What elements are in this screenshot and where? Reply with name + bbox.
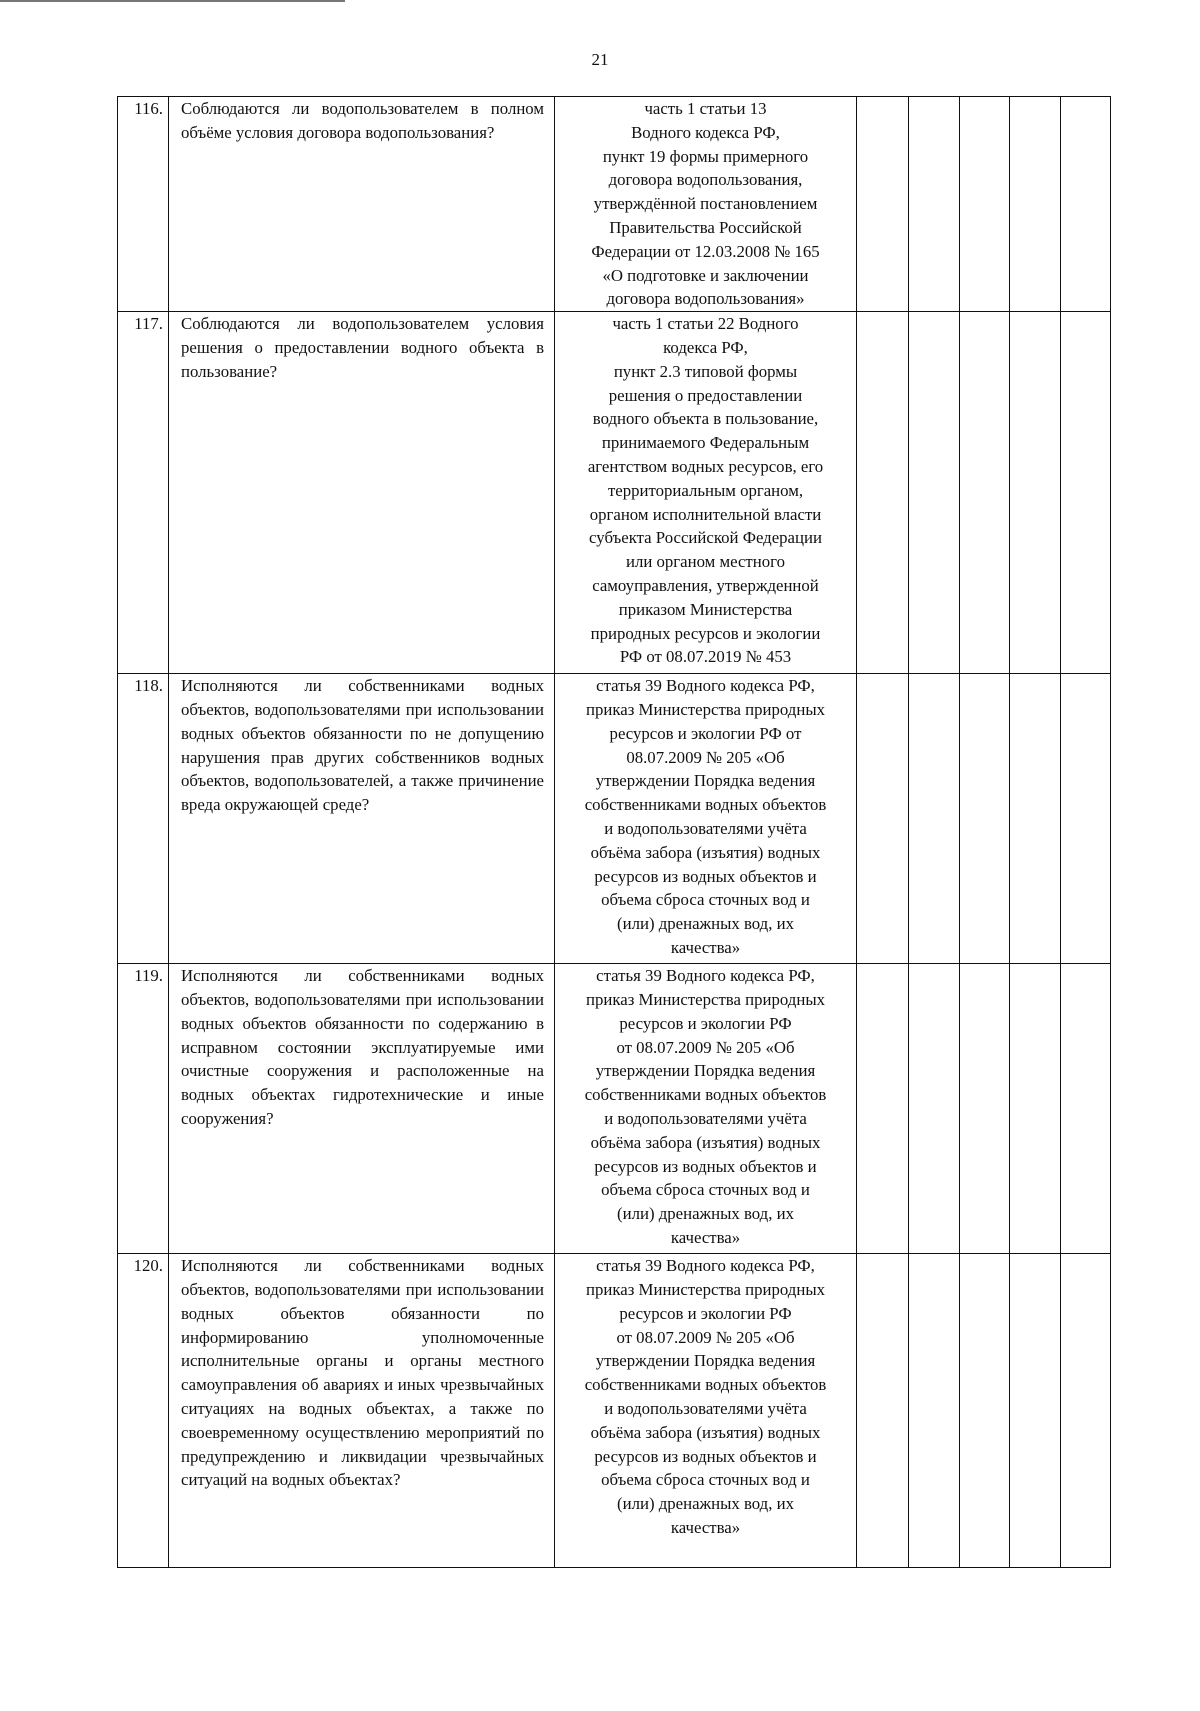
answer-cell-no[interactable] — [909, 964, 960, 1254]
reference-line: объема сброса сточных вод и — [601, 890, 810, 910]
requirement-question: Исполняются ли собственниками водных объектов, водопользователями при использовании водных объектов обязанности по содержанию в исправном состоянии эксплуатируемые ими очистные сооружения и расположенные на водных объектах гидротехнические и иные сооружения? — [169, 964, 555, 1254]
legal-reference — [555, 312, 857, 674]
answer-cell-extra[interactable] — [1010, 312, 1061, 674]
reference-line: собственниками водных объектов — [584, 795, 827, 815]
reference-line: от 08.07.2009 № 205 «Об — [616, 1037, 795, 1057]
reference-line: качества» — [670, 1517, 741, 1537]
table-row — [118, 1254, 1111, 1568]
requirement-question: Соблюдаются ли водопользователем условия решения о предоставлении водного объекта в пользование? — [169, 312, 555, 674]
reference-line: объёма забора (изъятия) водных — [590, 842, 821, 862]
reference-line: ресурсов из водных объектов и — [594, 1446, 817, 1466]
page-number: 21 — [591, 50, 609, 69]
reference-line: собственниками водных объектов — [584, 1375, 827, 1395]
reference-line: объема сброса сточных вод и — [601, 1180, 810, 1200]
answer-cell-not-applicable[interactable] — [960, 674, 1010, 964]
reference-line: водного объекта в пользование, — [592, 409, 819, 429]
table-row — [118, 674, 1111, 964]
answer-cell-not-applicable[interactable] — [960, 312, 1010, 674]
checklist-table — [117, 96, 1111, 1568]
table-row — [118, 97, 1111, 312]
answer-cell-no[interactable] — [909, 97, 960, 312]
answer-cell-extra[interactable] — [1010, 1254, 1061, 1568]
reference-line: качества» — [670, 1227, 741, 1247]
reference-line: ресурсов и экологии РФ от — [609, 723, 802, 743]
reference-line: 08.07.2009 № 205 «Об — [626, 747, 785, 767]
legal-reference — [555, 1254, 857, 1568]
answer-cell-no[interactable] — [909, 312, 960, 674]
reference-line: ресурсов из водных объектов и — [594, 866, 817, 886]
requirement-question: Исполняются ли собственниками водных объектов, водопользователями при использовании водных объектов обязанности по информированию уполномоченные исполнительные органы и органы местного самоуправления об авариях и иных чрезвычайных ситуациях на водных объектах, а также по своевременному осуществлению мероприятий по предупреждению и ликвидации чрезвычайных ситуаций на водных объектах? — [169, 1254, 555, 1568]
reference-line: самоуправления, утвержденной — [592, 575, 819, 595]
answer-cell-yes[interactable] — [857, 674, 909, 964]
reference-line: договора водопользования, — [608, 170, 803, 190]
reference-line: агентством водных ресурсов, его — [587, 456, 824, 476]
reference-line: территориальным органом, — [607, 480, 804, 500]
scan-edge-line — [0, 0, 345, 2]
reference-line: Федерации от 12.03.2008 № 165 — [591, 241, 820, 261]
answer-cell-note[interactable] — [1061, 312, 1111, 674]
answer-cell-yes[interactable] — [857, 1254, 909, 1568]
reference-line: статья 39 Водного кодекса РФ, — [596, 676, 815, 696]
reference-line: и водопользователями учёта — [604, 1108, 807, 1128]
reference-line: (или) дренажных вод, их — [617, 1204, 794, 1224]
reference-line: утверждении Порядка ведения — [595, 1351, 816, 1371]
reference-line: статья 39 Водного кодекса РФ, — [596, 966, 815, 986]
reference-line: качества» — [670, 937, 741, 957]
reference-line: ресурсов и экологии РФ — [619, 1013, 792, 1033]
reference-line: и водопользователями учёта — [604, 818, 807, 838]
reference-line: и водопользователями учёта — [604, 1398, 807, 1418]
reference-line: часть 1 статьи 13 — [644, 99, 767, 118]
reference-line: «О подготовке и заключении — [602, 265, 809, 285]
answer-cell-not-applicable[interactable] — [960, 1254, 1010, 1568]
reference-line: Водного кодекса РФ, — [631, 122, 780, 142]
reference-line: субъекта Российской Федерации — [589, 528, 822, 548]
requirement-question: Соблюдаются ли водопользователем в полном объёме условия договора водопользования? — [169, 97, 555, 312]
reference-line: пункт 19 формы примерного — [602, 146, 809, 166]
reference-line: собственниками водных объектов — [584, 1085, 827, 1105]
reference-line: пункт 2.3 типовой формы — [613, 361, 798, 381]
answer-cell-note[interactable] — [1061, 97, 1111, 312]
table-row — [118, 312, 1111, 674]
reference-line: кодекса РФ, — [663, 337, 748, 357]
requirement-question: Исполняются ли собственниками водных объектов, водопользователями при использовании водных объектов обязанности по не допущению нарушения прав других собственников водных объектов, водопользователей, а также причинение вреда окружающей среде? — [169, 674, 555, 964]
reference-line: Правительства Российской — [609, 217, 802, 237]
reference-line: решения о предоставлении — [608, 385, 803, 405]
answer-cell-not-applicable[interactable] — [960, 964, 1010, 1254]
answer-cell-note[interactable] — [1061, 674, 1111, 964]
legal-reference — [555, 97, 857, 312]
answer-cell-extra[interactable] — [1010, 674, 1061, 964]
reference-line: РФ от 08.07.2019 № 453 — [619, 647, 792, 667]
reference-line: приказ Министерства природных — [586, 699, 825, 719]
reference-line: от 08.07.2009 № 205 «Об — [616, 1327, 795, 1347]
answer-cell-extra[interactable] — [1010, 97, 1061, 312]
row-number: 118. — [118, 674, 169, 964]
reference-line: утверждённой постановлением — [593, 194, 818, 214]
legal-reference — [555, 964, 857, 1254]
reference-line: приказ Министерства природных — [586, 1279, 825, 1299]
reference-line: статья 39 Водного кодекса РФ, — [596, 1256, 815, 1276]
checklist-rows — [118, 97, 1111, 1568]
reference-line: часть 1 статьи 22 Водного — [612, 314, 799, 334]
reference-line: природных ресурсов и экологии — [590, 623, 821, 643]
answer-cell-note[interactable] — [1061, 1254, 1111, 1568]
reference-line: утверждении Порядка ведения — [595, 771, 816, 791]
reference-line: органом исполнительной власти — [589, 504, 822, 524]
reference-line: объёма забора (изъятия) водных — [590, 1422, 821, 1442]
reference-line: принимаемого Федеральным — [601, 433, 810, 453]
reference-line: (или) дренажных вод, их — [617, 914, 794, 934]
answer-cell-not-applicable[interactable] — [960, 97, 1010, 312]
answer-cell-yes[interactable] — [857, 312, 909, 674]
answer-cell-extra[interactable] — [1010, 964, 1061, 1254]
reference-line: объема сброса сточных вод и — [601, 1470, 810, 1490]
reference-line: ресурсов и экологии РФ — [619, 1303, 792, 1323]
reference-line: приказом Министерства — [618, 599, 793, 619]
answer-cell-note[interactable] — [1061, 964, 1111, 1254]
row-number: 120. — [118, 1254, 169, 1568]
reference-line: ресурсов из водных объектов и — [594, 1156, 817, 1176]
reference-line: или органом местного — [625, 552, 785, 572]
answer-cell-yes[interactable] — [857, 97, 909, 312]
reference-line: договора водопользования» — [606, 289, 805, 309]
answer-cell-no[interactable] — [909, 674, 960, 964]
table-row — [118, 964, 1111, 1254]
row-number: 116. — [118, 97, 169, 312]
reference-line: приказ Министерства природных — [586, 989, 825, 1009]
answer-cell-no[interactable] — [909, 1254, 960, 1568]
reference-line: (или) дренажных вод, их — [617, 1494, 794, 1514]
row-number: 119. — [118, 964, 169, 1254]
answer-cell-yes[interactable] — [857, 964, 909, 1254]
reference-line: объёма забора (изъятия) водных — [590, 1132, 821, 1152]
row-number: 117. — [118, 312, 169, 674]
reference-line: утверждении Порядка ведения — [595, 1061, 816, 1081]
legal-reference — [555, 674, 857, 964]
